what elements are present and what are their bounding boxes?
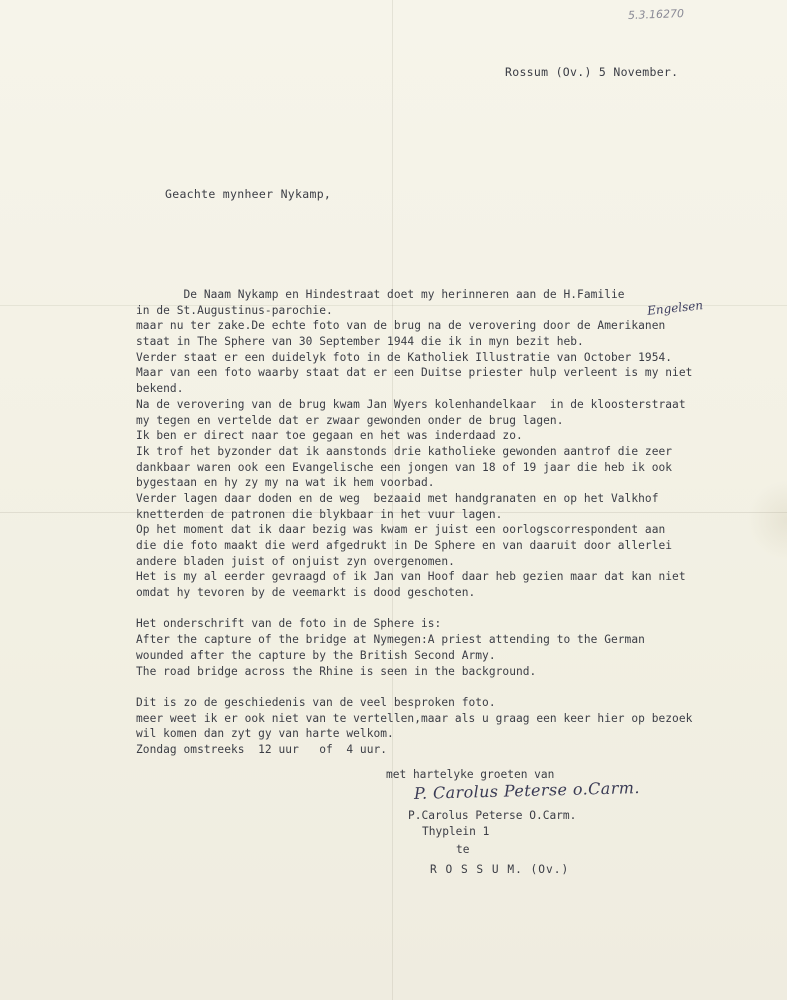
body-line: Verder staat er een duidelyk foto in de Katholiek Illustratie van October 1954. [136, 350, 673, 364]
handwritten-annotation: Engelsen [646, 298, 704, 318]
body-line: andere bladen juist of onjuist zyn overgenomen. [136, 554, 455, 568]
body-line: Het is my al eerder gevraagd of ik Jan van Hoof daar heb gezien maar dat kan niet [136, 570, 686, 584]
sender-city: R O S S U M. (Ov.) [430, 863, 570, 876]
body-line: die die foto maakt die werd afgedrukt in De Sphere en van daaruit door allerlei [136, 539, 673, 552]
body-line: Na de verovering van de brug kwam Jan Wyers kolenhandelkaar in de kloosterstraat [136, 397, 686, 411]
letter-body [136, 287, 776, 758]
body-line: Zondag omstreeks 12 uur of 4 uur. [136, 742, 388, 756]
body-line: After the capture of the bridge at Nymegen:A priest attending to the German [136, 633, 645, 647]
closing-greeting: met hartelyke groeten van [386, 768, 555, 781]
body-line: my tegen en vertelde dat er zwaar gewonden onder de brug lagen. [136, 413, 564, 427]
body-line: wil komen dan zyt gy van harte welkom. [136, 727, 394, 741]
handwritten-signature: P. Carolus Peterse o.Carm. [413, 778, 641, 803]
salutation: Geachte mynheer Nykamp, [165, 187, 332, 201]
body-line: Dit is zo de geschiedenis van de veel besproken foto. [136, 695, 496, 709]
archive-number: 5.3.16270 [627, 7, 685, 22]
sender-te: te [456, 843, 470, 856]
body-line: The road bridge across the Rhine is seen in the background. [136, 664, 537, 678]
body-line: staat in The Sphere van 30 September 1944 die ik in myn bezit heb. [136, 335, 584, 349]
body-line: in de St.Augustinus-parochie. [136, 303, 333, 317]
body-line: Op het moment dat ik daar bezig was kwam er juist een oorlogscorrespondent aan [136, 523, 666, 537]
body-line: Het onderschrift van de foto in de Sphere is: [136, 617, 442, 631]
body-line: wounded after the capture by the British Second Army. [136, 648, 496, 662]
body-line: omdat hy tevoren by de veemarkt is dood geschoten. [136, 586, 476, 600]
body-line: bygestaan en hy zy my na wat ik hem voorbad. [136, 476, 435, 490]
body-line: dankbaar waren ook een Evangelische een jongen van 18 of 19 jaar die heb ik ook [136, 460, 673, 474]
body-line: Verder lagen daar doden en de weg bezaaid met handgranaten en op het Valkhof [136, 491, 659, 505]
body-line: Maar van een foto waarby staat dat er een Duitse priester hulp verleent is my niet [136, 366, 693, 380]
body-line: De Naam Nykamp en Hindestraat doet my herinneren aan de H.Familie [136, 288, 625, 301]
body-line: Ik trof het byzonder dat ik aanstonds drie katholieke gewonden aantrof die zeer [136, 444, 673, 458]
body-line: bekend. [136, 382, 184, 396]
body-line: knetterden de patronen die blykbaar in het vuur lagen. [136, 507, 503, 521]
body-line: Ik ben er direct naar toe gegaan en het was inderdaad zo. [136, 429, 523, 443]
body-line: meer weet ik er ook niet van te vertellen,maar als u graag een keer hier op bezoek [136, 711, 693, 725]
sender-address: Thyplein 1 [422, 825, 490, 838]
body-line: maar nu ter zake.De echte foto van de brug na de verovering door de Amerikanen [136, 319, 666, 333]
body-line [136, 601, 776, 617]
place-date: Rossum (Ov.) 5 November. [505, 65, 679, 79]
body-line [136, 679, 776, 695]
sender-name: P.Carolus Peterse O.Carm. [408, 809, 577, 822]
